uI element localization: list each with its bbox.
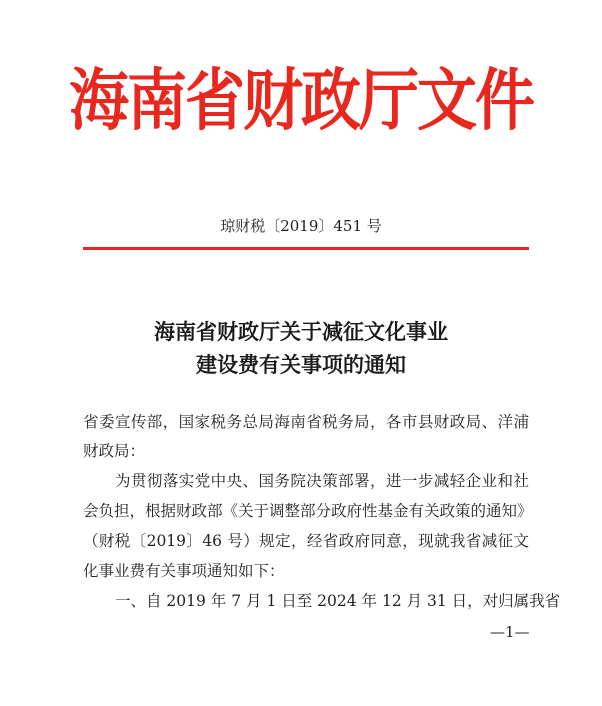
paragraph-line: 化事业费有关事项通知如下： <box>83 562 285 580</box>
document-number: 琼财税〔2019〕451 号 <box>220 217 382 235</box>
page-number: —1— <box>490 623 530 641</box>
paragraph-line: 一、自 2019 年 7 月 1 日至 2024 年 12 月 31 日，对归属我省 <box>115 592 561 610</box>
red-divider-line <box>83 247 529 250</box>
document-masthead: 海南省财政厅文件 <box>69 62 533 141</box>
notice-title-line-2: 建设费有关事项的通知 <box>196 353 406 377</box>
paragraph-line: （财税〔2019〕46 号）规定，经省政府同意，现就我省减征文 <box>83 532 529 550</box>
recipients-line-1: 省委宣传部，国家税务总局海南省税务局，各市县财政局、洋浦 <box>83 413 529 431</box>
notice-title-line-1: 海南省财政厅关于减征文化事业 <box>154 320 448 344</box>
recipients-line-2: 财政局： <box>83 442 146 460</box>
paragraph-line: 会负担，根据财政部《关于调整部分政府性基金有关政策的通知》 <box>83 502 533 520</box>
paragraph-line: 为贯彻落实党中央、国务院决策部署，进一步减轻企业和社 <box>115 472 529 490</box>
